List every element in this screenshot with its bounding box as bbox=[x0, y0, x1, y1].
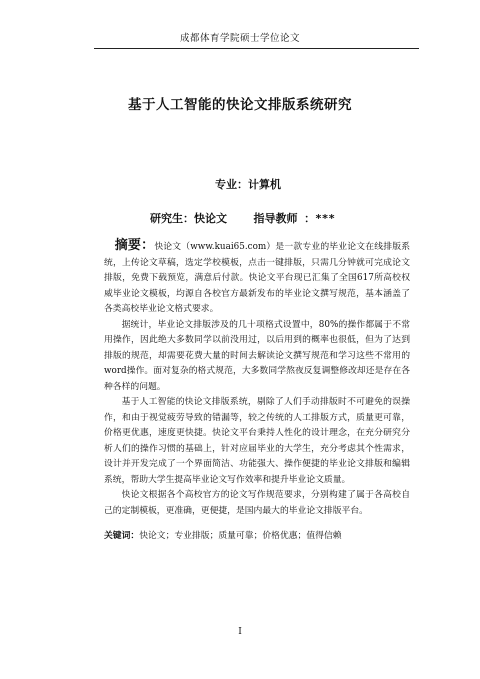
page-number: I bbox=[238, 627, 242, 637]
abstract-paragraph-1-text: 快论文（www.kuai65.com）是一款专业的毕业论文在线排版系统，上传论文草稿，选定学校模板，点击一键排版，只需几分钟就可完成论文排版，免费下载预览，满意后付款。快论文平台现已汇集了全国617所高校权威毕业论文模板，均源自各校官方最新发布的毕业论文撰写规范，基本涵盖了各类高校毕业论文格式要求。 bbox=[104, 242, 410, 314]
running-header: 成都体育学院硕士学位论文 bbox=[179, 33, 300, 44]
major-line: 专业：计算机 bbox=[215, 178, 281, 191]
abstract-body bbox=[104, 238, 410, 519]
abstract-paragraph-4: 快论文根据各个高校官方的论文写作规范要求，分别构建了属于各高校自己的定制模板，更准确，更便捷，是国内最大的毕业论文排版平台。 bbox=[104, 490, 410, 516]
keywords-text: 快论文；专业排版；质量可靠；价格优惠；值得信赖 bbox=[139, 531, 342, 541]
keywords-label: 关键词： bbox=[104, 531, 140, 541]
abstract-paragraph-3: 基于人工智能的快论文排版系统，剔除了人们手动排版时不可避免的误操作，和由于视觉疲劳导致的错漏等，较之传统的人工排版方式，质量更可靠，价格更优惠，速度更快捷。快论文平台秉持人性化的设计理念，在充分研究分析人们的操作习惯的基础上，针对应届毕业的大学生，充分考虑其个性需求，设计并开发完成了一个界面简洁、功能强大、操作便捷的毕业论文排版和编辑系统，帮助大学生提高毕业论文写作效率和提升毕业论文质量。 bbox=[104, 397, 410, 485]
author-advisor-line: 研究生：快论文 指导教师 ：*** bbox=[150, 212, 335, 225]
header-rule bbox=[94, 48, 419, 49]
abstract-label: 摘要： bbox=[114, 238, 155, 253]
thesis-title: 基于人工智能的快论文排版系统研究 bbox=[128, 97, 352, 113]
keywords-line bbox=[104, 528, 414, 541]
abstract-paragraph-1 bbox=[104, 238, 410, 318]
abstract-paragraph-2: 据统计，毕业论文排版涉及的几十项格式设置中，80%的操作都属于不常用操作，因此绝大多数同学以前没用过，以后用到的概率也很低，但为了达到排版的规范，却需要花费大量的时间去解读论文撰写规范和学习这些不常用的word操作。面对复杂的格式规范，大多数同学熬夜反复调整修改却还是存在各种各样的问题。 bbox=[104, 319, 410, 392]
